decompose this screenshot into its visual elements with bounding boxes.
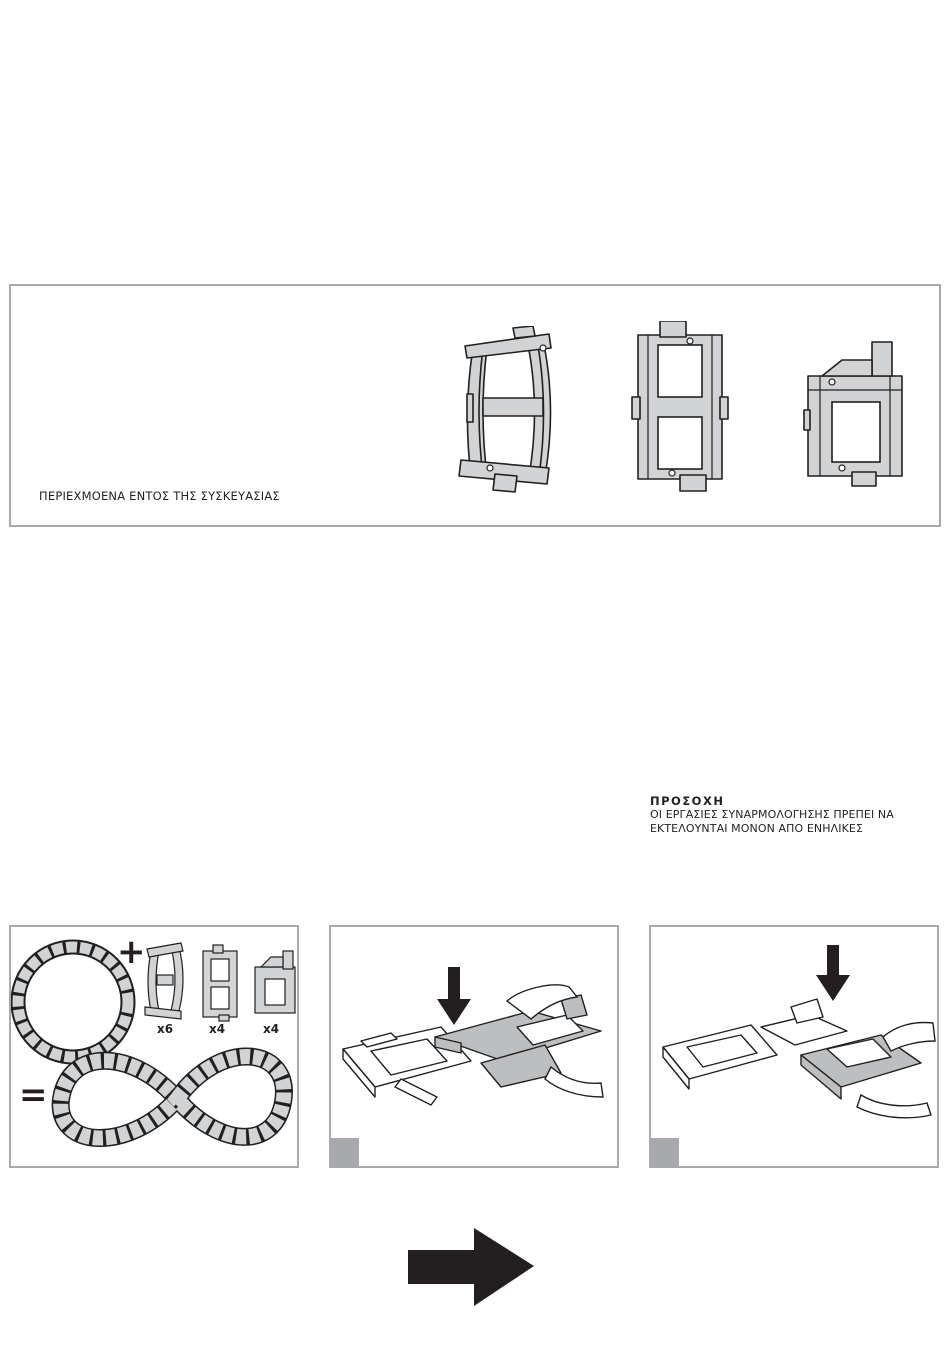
quantity-curved: x6	[157, 1022, 174, 1036]
mini-straight-piece-icon	[203, 945, 237, 1021]
step-marker	[331, 1138, 359, 1166]
mini-curved-piece-icon	[145, 943, 183, 1019]
down-arrow-icon	[816, 945, 850, 1001]
straight-track-piece-icon	[630, 321, 730, 493]
quantity-crossing: x4	[263, 1022, 280, 1036]
quantity-straight: x4	[209, 1022, 226, 1036]
layout-figure-eight-panel	[9, 925, 299, 1168]
step-marker	[651, 1138, 679, 1166]
assembly-step-1-panel	[329, 925, 619, 1168]
equals-sign: =	[19, 1075, 48, 1115]
warning-title: ΠΡΟΣΟΧΗ	[650, 794, 725, 808]
warning-line-2: ΕΚΤΕΛΟΥΝΤΑΙ ΜΟΝΟΝ ΑΠΟ ΕΝΗΛΙΚΕΣ	[650, 822, 863, 835]
figure-eight-layout-icon	[61, 1056, 284, 1138]
mini-crossing-piece-icon	[255, 951, 295, 1013]
right-arrow-icon	[408, 1228, 536, 1308]
assembly-step-2-panel	[649, 925, 939, 1168]
plus-sign: +	[117, 932, 146, 972]
warning-notice	[650, 794, 940, 836]
curved-track-piece-icon	[455, 326, 565, 496]
crossing-track-piece-icon	[802, 340, 912, 490]
warning-line-1: ΟΙ ΕΡΓΑΣΙΕΣ ΣΥΝΑΡΜΟΛΟΓΗΣΗΣ ΠΡΕΠΕΙ ΝΑ	[650, 808, 894, 821]
contents-label: ΠΕΡΙΕΧΜΟΕΝΑ ΕΝΤΟΣ ΤΗΣ ΣΥΣΚΕΥΑΣΙΑΣ	[39, 489, 280, 503]
down-arrow-icon	[437, 967, 471, 1025]
